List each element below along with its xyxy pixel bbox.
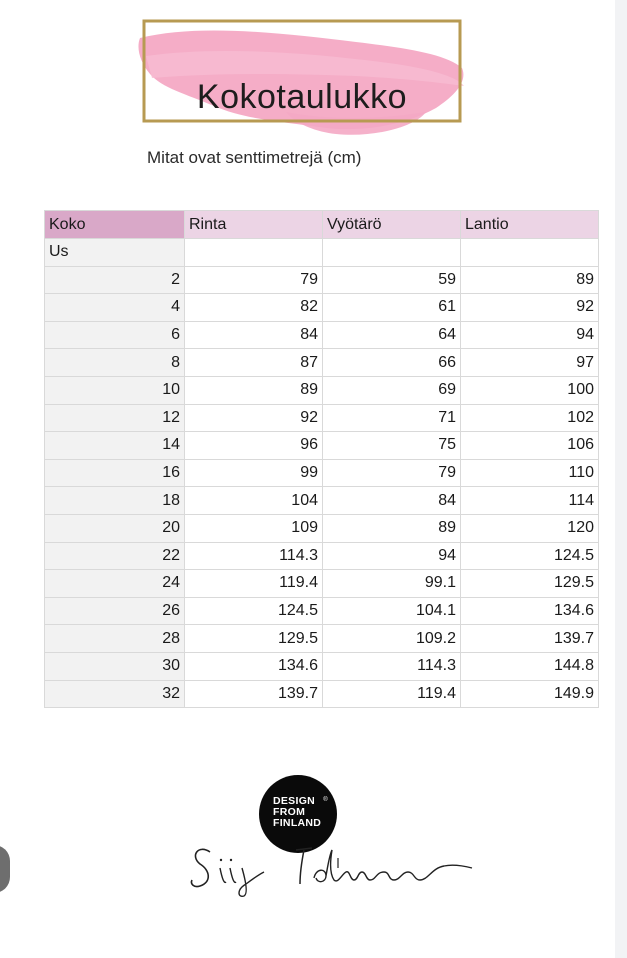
size-cell: 10	[45, 376, 185, 404]
measurement-cell: 61	[323, 294, 461, 322]
unit-label: Us	[45, 239, 185, 267]
signature-stroke	[191, 849, 210, 886]
measurement-cell: 139.7	[185, 680, 323, 708]
measurement-cell: 104.1	[323, 597, 461, 625]
page-edge	[615, 0, 627, 958]
measurement-cell: 84	[185, 321, 323, 349]
measurement-cell: 96	[185, 432, 323, 460]
title-banner	[136, 16, 468, 136]
measurement-cell: 87	[185, 349, 323, 377]
measurement-cell: 79	[323, 459, 461, 487]
table-row	[45, 349, 599, 377]
signature-dot	[230, 859, 232, 861]
size-cell: 12	[45, 404, 185, 432]
table-row	[45, 321, 599, 349]
measurement-cell: 124.5	[185, 597, 323, 625]
measurement-cell: 97	[461, 349, 599, 377]
measurement-cell: 110	[461, 459, 599, 487]
table-row	[45, 432, 599, 460]
measurement-cell: 69	[323, 376, 461, 404]
measurement-cell: 114.3	[185, 542, 323, 570]
table-row	[45, 570, 599, 598]
measurement-cell: 114.3	[323, 652, 461, 680]
measurement-cell: 109	[185, 514, 323, 542]
column-header: Rinta	[185, 211, 323, 239]
table-row	[45, 652, 599, 680]
measurement-cell: 144.8	[461, 652, 599, 680]
table-cell	[461, 239, 599, 267]
page-title: Kokotaulukko	[196, 78, 408, 116]
measurement-cell: 134.6	[461, 597, 599, 625]
measurement-cell: 79	[185, 266, 323, 294]
table-row	[45, 625, 599, 653]
column-header: Lantio	[461, 211, 599, 239]
size-chart-table	[44, 210, 599, 708]
signature-stroke	[220, 868, 236, 882]
size-cell: 4	[45, 294, 185, 322]
measurement-cell: 119.4	[323, 680, 461, 708]
table-row	[45, 404, 599, 432]
signature-graphic	[188, 838, 478, 898]
measurement-cell: 114	[461, 487, 599, 515]
column-header: Koko	[45, 211, 185, 239]
table-row	[45, 459, 599, 487]
measurement-cell: 106	[461, 432, 599, 460]
unit-row	[45, 239, 599, 267]
measurement-cell: 64	[323, 321, 461, 349]
measurement-cell: 104	[185, 487, 323, 515]
measurement-cell: 71	[323, 404, 461, 432]
size-cell: 24	[45, 570, 185, 598]
table-row	[45, 376, 599, 404]
brush-frame-graphic	[136, 16, 468, 136]
measurement-cell: 94	[461, 321, 599, 349]
measurement-cell: 92	[461, 294, 599, 322]
size-cell: 2	[45, 266, 185, 294]
table-row	[45, 514, 599, 542]
measurement-cell: 99	[185, 459, 323, 487]
measurement-cell: 102	[461, 404, 599, 432]
signature-stroke	[296, 848, 312, 884]
measurement-cell: 129.5	[461, 570, 599, 598]
table-row	[45, 266, 599, 294]
size-cell: 20	[45, 514, 185, 542]
size-cell: 14	[45, 432, 185, 460]
table-row	[45, 294, 599, 322]
size-cell: 28	[45, 625, 185, 653]
badge-line: DESIGN	[273, 795, 316, 807]
measurement-cell: 89	[185, 376, 323, 404]
measurement-cell: 129.5	[185, 625, 323, 653]
measurement-cell: 119.4	[185, 570, 323, 598]
measurement-cell: 149.9	[461, 680, 599, 708]
measurement-cell: 124.5	[461, 542, 599, 570]
size-cell: 30	[45, 652, 185, 680]
size-cell: 6	[45, 321, 185, 349]
table-row	[45, 487, 599, 515]
table-cell	[323, 239, 461, 267]
table-row	[45, 542, 599, 570]
measurement-cell: 82	[185, 294, 323, 322]
measurement-cell: 94	[323, 542, 461, 570]
badge-line: FINLAND	[273, 817, 322, 829]
measurement-cell: 89	[323, 514, 461, 542]
measurement-cell: 139.7	[461, 625, 599, 653]
measurement-cell: 89	[461, 266, 599, 294]
measurement-cell: 92	[185, 404, 323, 432]
measurement-cell: 84	[323, 487, 461, 515]
table-cell	[185, 239, 323, 267]
badge-line: FROM	[273, 806, 306, 818]
measurement-cell: 99.1	[323, 570, 461, 598]
size-cell: 8	[45, 349, 185, 377]
signature-stroke	[239, 868, 264, 896]
measurement-cell: 59	[323, 266, 461, 294]
measurement-cell: 100	[461, 376, 599, 404]
size-cell: 18	[45, 487, 185, 515]
signature-dot	[220, 859, 222, 861]
measurement-cell: 109.2	[323, 625, 461, 653]
registered-mark: ®	[323, 797, 328, 803]
size-cell: 22	[45, 542, 185, 570]
table-row	[45, 597, 599, 625]
units-note: Mitat ovat senttimetrejä (cm)	[147, 148, 362, 167]
measurement-cell: 120	[461, 514, 599, 542]
measurement-cell: 75	[323, 432, 461, 460]
table-row	[45, 680, 599, 708]
scroll-handle[interactable]	[0, 845, 10, 893]
measurement-cell: 66	[323, 349, 461, 377]
size-cell: 16	[45, 459, 185, 487]
column-header: Vyötärö	[323, 211, 461, 239]
measurement-cell: 134.6	[185, 652, 323, 680]
table-header-row	[45, 211, 599, 239]
size-cell: 32	[45, 680, 185, 708]
size-cell: 26	[45, 597, 185, 625]
